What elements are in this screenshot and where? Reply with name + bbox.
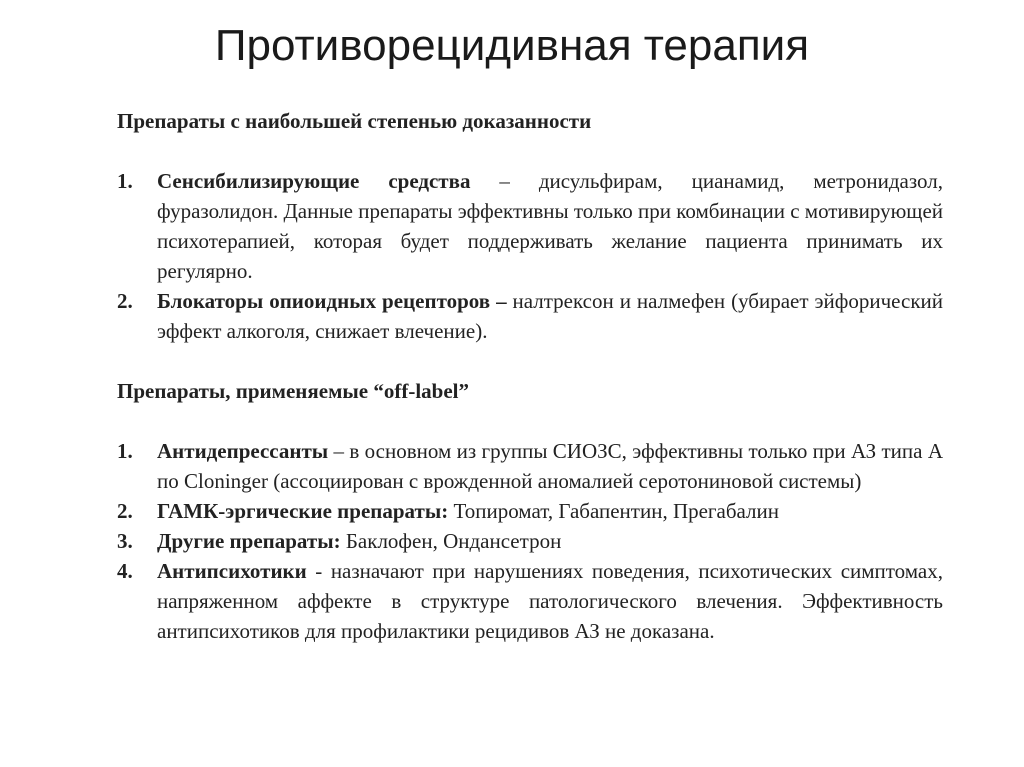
item-text: налтрексон и налмефен (убирает эйфорический эффект алкоголя, снижает влечение). <box>157 289 944 343</box>
item-text: - назначают при нарушениях поведения, психотических симптомах, напряженном аффекте в структуре патологического влечения. Эффективность антипсихотиков для профилактики рецидивов АЗ не доказана. <box>157 559 943 643</box>
item-term: Блокаторы опиоидных рецепторов – <box>157 289 507 313</box>
item-number: 4. <box>117 559 133 583</box>
list-item <box>117 286 943 346</box>
section-heading-off-label: Препараты, применяемые “off-label” <box>117 379 469 403</box>
list-item <box>117 496 943 526</box>
evidence-drug-list <box>117 166 943 346</box>
slide-title: Противорецидивная терапия <box>214 21 810 70</box>
item-term: ГАМК-эргические препараты: <box>157 499 449 523</box>
item-number: 2. <box>117 289 133 313</box>
spacer <box>117 406 943 436</box>
list-item <box>117 526 943 556</box>
off-label-drug-list <box>117 436 943 646</box>
item-number: 1. <box>117 169 133 193</box>
section-heading-evidence: Препараты с наибольшей степенью доказанности <box>117 109 592 133</box>
item-text: Топиромат, Габапентин, Прегабалин <box>448 499 780 523</box>
item-text: – дисульфирам, цианамид, метронидазол, фуразолидон. Данные препараты эффективны только при комбинации с мотивирующей психотерапией, которая будет поддерживать желание пациента принимать их регулярно. <box>157 169 943 283</box>
list-item <box>117 436 943 496</box>
item-term: Сенсибилизирующие средства <box>157 169 471 193</box>
item-term: Другие препараты: <box>157 529 341 553</box>
list-item <box>117 556 943 646</box>
item-number: 3. <box>117 529 133 553</box>
list-item <box>117 166 943 286</box>
item-number: 1. <box>117 439 133 463</box>
item-text: – в основном из группы СИОЗС, эффективны только при АЗ типа А по Cloninger (ассоциирован с врожденной аномалией серотониновой системы) <box>157 439 943 493</box>
item-term: Антидепрессанты <box>157 439 329 463</box>
slide-body <box>117 106 943 646</box>
spacer <box>117 136 943 166</box>
item-term: Антипсихотики <box>157 559 307 583</box>
spacer <box>117 346 943 376</box>
item-text: Баклофен, Ондансетрон <box>340 529 562 553</box>
item-number: 2. <box>117 499 133 523</box>
